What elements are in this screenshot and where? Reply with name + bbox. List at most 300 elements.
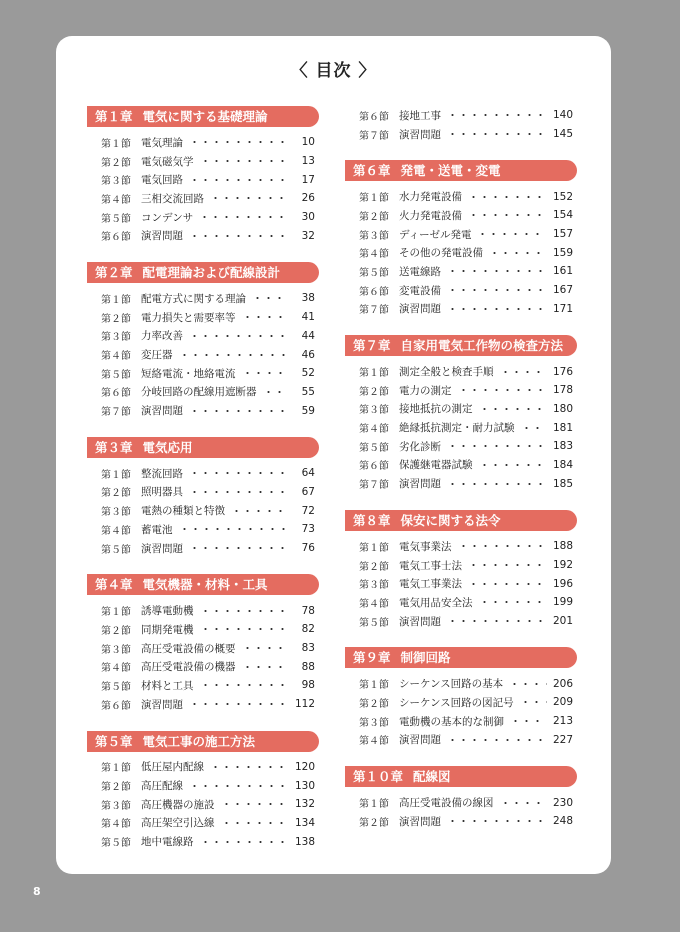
dot-leader bbox=[447, 445, 547, 447]
chapter-block bbox=[87, 574, 319, 713]
section-number: 第４節 bbox=[101, 351, 131, 363]
toc-entry[interactable] bbox=[345, 474, 577, 493]
page-number: 8 bbox=[33, 885, 41, 898]
dot-leader bbox=[189, 785, 289, 787]
toc-entry[interactable] bbox=[87, 620, 319, 639]
toc-entry[interactable] bbox=[87, 364, 319, 383]
toc-entry[interactable] bbox=[345, 187, 577, 206]
dot-leader bbox=[479, 601, 547, 603]
dot-leader bbox=[468, 564, 547, 566]
dot-leader bbox=[199, 216, 289, 218]
page-ref: 227 bbox=[552, 733, 573, 746]
toc-entry[interactable] bbox=[345, 712, 577, 731]
toc-entry[interactable] bbox=[87, 152, 319, 171]
section-number: 第５節 bbox=[101, 544, 131, 556]
page-ref: 76 bbox=[301, 542, 315, 555]
toc-right-column bbox=[345, 106, 577, 848]
chapter-header[interactable] bbox=[87, 574, 319, 595]
page-ref: 176 bbox=[552, 365, 573, 378]
page-ref: 185 bbox=[552, 477, 573, 490]
dot-leader bbox=[263, 391, 290, 393]
section-number: 第５節 bbox=[359, 442, 389, 454]
section-number: 第１節 bbox=[359, 542, 389, 554]
section-number: 第４節 bbox=[359, 736, 389, 748]
toc-entry[interactable] bbox=[345, 106, 577, 125]
dot-leader bbox=[500, 802, 547, 804]
dot-leader bbox=[520, 701, 547, 703]
page-ref: 26 bbox=[301, 192, 315, 205]
dot-leader bbox=[200, 610, 290, 612]
section-number: 第４節 bbox=[101, 194, 131, 206]
section-title: 演習問題 bbox=[399, 734, 441, 747]
section-title: 演習問題 bbox=[141, 230, 183, 243]
page-ref: 184 bbox=[552, 458, 573, 471]
section-title: その他の発電設備 bbox=[399, 247, 483, 260]
section-number: 第５節 bbox=[359, 617, 389, 629]
section-number: 第１節 bbox=[101, 763, 131, 775]
toc-entry[interactable] bbox=[87, 133, 319, 152]
section-number: 第２節 bbox=[101, 313, 131, 325]
toc-entry[interactable] bbox=[87, 520, 319, 539]
page-ref: 10 bbox=[301, 136, 315, 149]
chapter-block bbox=[345, 766, 577, 830]
section-title: 高圧配線 bbox=[141, 780, 183, 793]
section-number: 第３節 bbox=[359, 230, 389, 242]
dot-leader bbox=[242, 316, 290, 318]
chapter-name: 配電理論および配線設計 bbox=[142, 265, 281, 281]
section-title: ディーゼル発電 bbox=[399, 228, 472, 241]
chapter-name: 電気に関する基礎理論 bbox=[142, 109, 268, 124]
page-ref: 59 bbox=[301, 404, 315, 417]
dot-leader bbox=[468, 196, 547, 198]
page-ref: 41 bbox=[301, 311, 315, 324]
toc-entry[interactable] bbox=[345, 556, 577, 575]
section-number: 第５節 bbox=[101, 838, 131, 850]
dot-leader bbox=[458, 545, 547, 547]
section-number: 第４節 bbox=[359, 249, 389, 261]
dot-leader bbox=[489, 252, 547, 254]
section-title: 演習問題 bbox=[399, 303, 441, 316]
toc-entry[interactable] bbox=[345, 243, 577, 262]
toc-entry[interactable] bbox=[345, 262, 577, 281]
chapter-block bbox=[345, 647, 577, 749]
toc-entry[interactable] bbox=[87, 308, 319, 327]
page-ref: 120 bbox=[294, 760, 315, 773]
chapter-label: 第４章 bbox=[95, 577, 133, 593]
chapter-label: 第９章 bbox=[353, 650, 391, 666]
section-title: 地中電線路 bbox=[141, 836, 194, 849]
toc-entry[interactable] bbox=[345, 225, 577, 244]
toc-entry[interactable] bbox=[87, 776, 319, 795]
dot-leader bbox=[447, 270, 547, 272]
toc-entry[interactable] bbox=[345, 612, 577, 631]
toc-card bbox=[56, 36, 611, 874]
dot-leader bbox=[200, 160, 290, 162]
section-number: 第６節 bbox=[359, 461, 389, 473]
dot-leader bbox=[189, 472, 289, 474]
chapter-label: 第５章 bbox=[95, 733, 133, 749]
section-title: シーケンス回路の基本 bbox=[399, 678, 504, 691]
section-title: 照明器具 bbox=[141, 486, 183, 499]
section-title: 分岐回路の配線用遮断器 bbox=[141, 386, 257, 399]
dot-leader bbox=[179, 354, 290, 356]
dot-leader bbox=[479, 464, 547, 466]
toc-entry[interactable] bbox=[345, 693, 577, 712]
page-ref: 72 bbox=[301, 504, 315, 517]
section-number: 第３節 bbox=[359, 405, 389, 417]
chapter-block bbox=[87, 106, 319, 245]
section-title: 接地工事 bbox=[399, 109, 441, 122]
page-ref: 183 bbox=[552, 440, 573, 453]
section-number: 第６節 bbox=[101, 232, 131, 244]
dot-leader bbox=[510, 720, 547, 722]
section-title: 演習問題 bbox=[399, 615, 441, 628]
page-ref: 138 bbox=[294, 835, 315, 848]
section-number: 第４節 bbox=[101, 663, 131, 675]
chapter-name: 配線図 bbox=[413, 769, 451, 785]
section-title: 配電方式に関する理論 bbox=[141, 292, 246, 305]
page-ref: 55 bbox=[301, 385, 315, 398]
section-number: 第４節 bbox=[359, 598, 389, 610]
page-ref: 134 bbox=[294, 816, 315, 829]
section-title: 高圧架空引込線 bbox=[141, 817, 215, 830]
dot-leader bbox=[468, 583, 547, 585]
section-number: 第２節 bbox=[359, 211, 389, 223]
section-number: 第６節 bbox=[101, 700, 131, 712]
page-ref: 46 bbox=[301, 348, 315, 361]
dot-leader bbox=[189, 335, 289, 337]
chapter-name: 発電・送電・変電 bbox=[400, 163, 501, 179]
section-number: 第３節 bbox=[101, 507, 131, 519]
toc-entry[interactable] bbox=[345, 206, 577, 225]
section-number: 第４節 bbox=[101, 525, 131, 537]
section-number: 第７節 bbox=[101, 407, 131, 419]
dot-leader bbox=[221, 822, 289, 824]
chapter-name: 制御回路 bbox=[400, 650, 451, 666]
chapter-header[interactable] bbox=[87, 262, 319, 283]
toc-entry[interactable] bbox=[87, 601, 319, 620]
section-title: 短絡電流・地絡電流 bbox=[141, 367, 236, 380]
dot-leader bbox=[189, 141, 289, 143]
page-ref: 52 bbox=[301, 367, 315, 380]
section-number: 第２節 bbox=[101, 782, 131, 794]
chapter-block bbox=[87, 731, 319, 851]
chapter-label: 第２章 bbox=[95, 265, 133, 281]
section-title: 水力発電設備 bbox=[399, 191, 462, 204]
dot-leader bbox=[447, 739, 547, 741]
toc-entry[interactable] bbox=[87, 189, 319, 208]
page-ref: 188 bbox=[552, 540, 573, 553]
section-number: 第３節 bbox=[359, 717, 389, 729]
section-number: 第３節 bbox=[101, 644, 131, 656]
toc-entry[interactable] bbox=[87, 539, 319, 558]
chapter-header[interactable] bbox=[345, 766, 577, 787]
dot-leader bbox=[189, 235, 289, 237]
page-ref: 140 bbox=[552, 109, 573, 122]
dot-leader bbox=[179, 528, 290, 530]
section-title: 演習問題 bbox=[399, 128, 441, 141]
section-title: シーケンス回路の図記号 bbox=[399, 696, 514, 709]
dot-leader bbox=[189, 547, 289, 549]
toc-entry[interactable] bbox=[345, 537, 577, 556]
page-ref: 213 bbox=[552, 715, 573, 728]
dot-leader bbox=[210, 197, 289, 199]
section-title: 変圧器 bbox=[141, 349, 173, 362]
chapter-header[interactable] bbox=[87, 731, 319, 752]
page-ref: 67 bbox=[301, 485, 315, 498]
page-ref: 38 bbox=[301, 292, 315, 305]
section-title: 演習問題 bbox=[141, 542, 183, 555]
page-ref: 88 bbox=[301, 660, 315, 673]
dot-leader bbox=[458, 389, 547, 391]
dot-leader bbox=[447, 820, 547, 822]
page-ref: 13 bbox=[301, 155, 315, 168]
section-number: 第１節 bbox=[101, 294, 131, 306]
page-ref: 196 bbox=[552, 577, 573, 590]
section-title: 保護継電器試験 bbox=[399, 459, 473, 472]
chapter-name: 電気工事の施工方法 bbox=[142, 733, 256, 749]
section-title: 測定全般と検査手順 bbox=[399, 366, 494, 379]
toc-entry[interactable] bbox=[87, 401, 319, 420]
section-title: 演習問題 bbox=[399, 478, 441, 491]
dot-leader bbox=[447, 114, 547, 116]
section-number: 第１節 bbox=[359, 193, 389, 205]
section-number: 第１節 bbox=[359, 680, 389, 692]
page-ref: 64 bbox=[301, 467, 315, 480]
section-number: 第３節 bbox=[101, 332, 131, 344]
dot-leader bbox=[477, 233, 547, 235]
page-ref: 83 bbox=[301, 642, 315, 655]
section-title: 変電設備 bbox=[399, 284, 441, 297]
section-title: 電熱の種類と特徴 bbox=[141, 505, 225, 518]
section-title: 接地抵抗の測定 bbox=[399, 403, 473, 416]
section-title: 力率改善 bbox=[141, 330, 183, 343]
toc-entry[interactable] bbox=[345, 362, 577, 381]
chapter-label: 第３章 bbox=[95, 439, 133, 455]
toc-entry[interactable] bbox=[87, 639, 319, 658]
section-title: 高圧機器の施設 bbox=[141, 798, 215, 811]
dot-leader bbox=[221, 803, 289, 805]
section-number: 第１節 bbox=[101, 469, 131, 481]
toc-entry[interactable] bbox=[345, 456, 577, 475]
section-number: 第５節 bbox=[359, 267, 389, 279]
page-ref: 248 bbox=[552, 815, 573, 828]
section-title: 絶縁抵抗測定・耐力試験 bbox=[399, 422, 515, 435]
toc-entry[interactable] bbox=[87, 289, 319, 308]
toc-entry[interactable] bbox=[345, 731, 577, 750]
dot-leader bbox=[242, 372, 290, 374]
toc-entry[interactable] bbox=[87, 327, 319, 346]
page-ref: 206 bbox=[552, 677, 573, 690]
page-ref: 82 bbox=[301, 623, 315, 636]
dot-leader bbox=[189, 703, 289, 705]
section-title: 三相交流回路 bbox=[141, 192, 204, 205]
toc-entry[interactable] bbox=[345, 812, 577, 831]
section-number: 第１節 bbox=[101, 138, 131, 150]
dot-leader bbox=[447, 308, 547, 310]
toc-entry[interactable] bbox=[87, 657, 319, 676]
chapter-block bbox=[345, 160, 577, 318]
page-ref: 161 bbox=[552, 265, 573, 278]
section-number: 第３節 bbox=[101, 176, 131, 188]
chapter-label: 第７章 bbox=[353, 338, 391, 354]
toc-entry[interactable] bbox=[345, 281, 577, 300]
section-title: 整流回路 bbox=[141, 467, 183, 480]
section-title: 同期発電機 bbox=[141, 623, 194, 636]
toc-entry[interactable] bbox=[345, 574, 577, 593]
dot-leader bbox=[200, 841, 289, 843]
toc-entry[interactable] bbox=[345, 400, 577, 419]
section-number: 第２節 bbox=[359, 386, 389, 398]
section-title: 演習問題 bbox=[141, 698, 183, 711]
dot-leader bbox=[447, 289, 547, 291]
toc-entry[interactable] bbox=[87, 383, 319, 402]
toc-entry[interactable] bbox=[87, 758, 319, 777]
chapter-block bbox=[345, 335, 577, 493]
dot-leader bbox=[447, 133, 547, 135]
chapter-name: 保安に関する法令 bbox=[400, 513, 501, 528]
page-ref: 167 bbox=[552, 284, 573, 297]
section-title: 高圧受電設備の線図 bbox=[399, 797, 494, 810]
page-ref: 199 bbox=[552, 596, 573, 609]
page-ref: 180 bbox=[552, 402, 573, 415]
dot-leader bbox=[447, 483, 547, 485]
section-title: 高圧受電設備の概要 bbox=[141, 642, 236, 655]
chapter-name: 電気機器・材料・工具 bbox=[142, 577, 268, 593]
chapter-label: 第６章 bbox=[353, 163, 391, 179]
section-number: 第１節 bbox=[101, 607, 131, 619]
dot-leader bbox=[521, 427, 547, 429]
toc-entry[interactable] bbox=[345, 674, 577, 693]
section-title: 材料と工具 bbox=[141, 679, 194, 692]
dot-leader bbox=[468, 214, 547, 216]
section-title: コンデンサ bbox=[141, 211, 194, 224]
section-number: 第７節 bbox=[359, 130, 389, 142]
dot-leader bbox=[447, 620, 547, 622]
toc-entry[interactable] bbox=[87, 814, 319, 833]
section-title: 誘導電動機 bbox=[141, 605, 194, 618]
page-ref: 78 bbox=[301, 604, 315, 617]
section-title: 低圧屋内配線 bbox=[141, 761, 204, 774]
page-ref: 157 bbox=[552, 228, 573, 241]
chapter-block bbox=[87, 437, 319, 557]
page-ref: 181 bbox=[552, 421, 573, 434]
chapter-header[interactable] bbox=[87, 106, 319, 127]
dot-leader bbox=[479, 408, 547, 410]
toc-entry[interactable] bbox=[87, 795, 319, 814]
section-title: 送電線路 bbox=[399, 265, 441, 278]
dot-leader bbox=[231, 510, 289, 512]
section-number: 第６節 bbox=[101, 388, 131, 400]
page-ref: 152 bbox=[552, 190, 573, 203]
page-ref: 30 bbox=[301, 211, 315, 224]
section-number: 第１節 bbox=[359, 368, 389, 380]
page-ref: 98 bbox=[301, 679, 315, 692]
section-number: 第２節 bbox=[359, 698, 389, 710]
dot-leader bbox=[200, 628, 290, 630]
section-number: 第２節 bbox=[101, 157, 131, 169]
page-ref: 209 bbox=[552, 696, 573, 709]
toc-left-column bbox=[87, 106, 319, 868]
chapter-header[interactable] bbox=[345, 647, 577, 668]
toc-entry[interactable] bbox=[87, 695, 319, 714]
dot-leader bbox=[200, 684, 290, 686]
page-ref: 17 bbox=[301, 173, 315, 186]
toc-entry[interactable] bbox=[345, 437, 577, 456]
toc-entry[interactable] bbox=[87, 226, 319, 245]
dot-leader bbox=[210, 766, 289, 768]
dot-leader bbox=[242, 666, 290, 668]
chapter-header[interactable] bbox=[345, 510, 577, 531]
section-number: 第５節 bbox=[101, 681, 131, 693]
section-title: 蓄電池 bbox=[141, 523, 173, 536]
toc-entry[interactable] bbox=[345, 125, 577, 144]
section-title: 電気磁気学 bbox=[141, 155, 194, 168]
dot-leader bbox=[252, 297, 289, 299]
section-number: 第２節 bbox=[101, 488, 131, 500]
dot-leader bbox=[189, 179, 289, 181]
section-number: 第６節 bbox=[359, 111, 389, 123]
page-ref: 145 bbox=[552, 128, 573, 141]
dot-leader bbox=[189, 410, 289, 412]
toc-entry[interactable] bbox=[345, 793, 577, 812]
dot-leader bbox=[189, 491, 289, 493]
toc-entry[interactable] bbox=[87, 676, 319, 695]
page-ref: 171 bbox=[552, 302, 573, 315]
section-title: 電気工事業法 bbox=[399, 578, 462, 591]
section-number: 第２節 bbox=[359, 817, 389, 829]
toc-entry[interactable] bbox=[87, 832, 319, 851]
toc-entry[interactable] bbox=[345, 381, 577, 400]
section-number: 第４節 bbox=[101, 819, 131, 831]
chapter-block bbox=[87, 262, 319, 420]
toc-entry[interactable] bbox=[87, 345, 319, 364]
chapter-header[interactable] bbox=[345, 335, 577, 356]
section-number: 第４節 bbox=[359, 424, 389, 436]
chapter-label: 第８章 bbox=[353, 513, 391, 528]
section-number: 第５節 bbox=[101, 369, 131, 381]
dot-leader bbox=[509, 683, 547, 685]
section-number: 第７節 bbox=[359, 305, 389, 317]
toc-entry[interactable] bbox=[345, 300, 577, 319]
toc-entry[interactable] bbox=[345, 593, 577, 612]
toc-entry[interactable] bbox=[87, 501, 319, 520]
page-ref: 230 bbox=[552, 796, 573, 809]
section-number: 第２節 bbox=[101, 625, 131, 637]
section-title: 演習問題 bbox=[141, 405, 183, 418]
chapter-header[interactable] bbox=[345, 160, 577, 181]
chapter-header[interactable] bbox=[87, 437, 319, 458]
toc-entry[interactable] bbox=[345, 418, 577, 437]
chapter-label: 第１０章 bbox=[353, 769, 404, 785]
dot-leader bbox=[242, 647, 290, 649]
section-title: 電気事業法 bbox=[399, 540, 452, 553]
toc-entry[interactable] bbox=[87, 170, 319, 189]
section-title: 電気理論 bbox=[141, 136, 183, 149]
page-ref: 154 bbox=[552, 209, 573, 222]
chapter-block bbox=[345, 510, 577, 630]
toc-entry[interactable] bbox=[87, 464, 319, 483]
toc-title: 〈 目次 〉 bbox=[290, 61, 377, 81]
chapter-name: 電気応用 bbox=[142, 439, 193, 455]
page-ref: 32 bbox=[301, 229, 315, 242]
toc-entry[interactable] bbox=[87, 483, 319, 502]
page-ref: 130 bbox=[294, 779, 315, 792]
toc-entry[interactable] bbox=[87, 208, 319, 227]
page-ref: 201 bbox=[552, 615, 573, 628]
chapter-label: 第１章 bbox=[95, 109, 133, 124]
page-ref: 73 bbox=[301, 523, 315, 536]
